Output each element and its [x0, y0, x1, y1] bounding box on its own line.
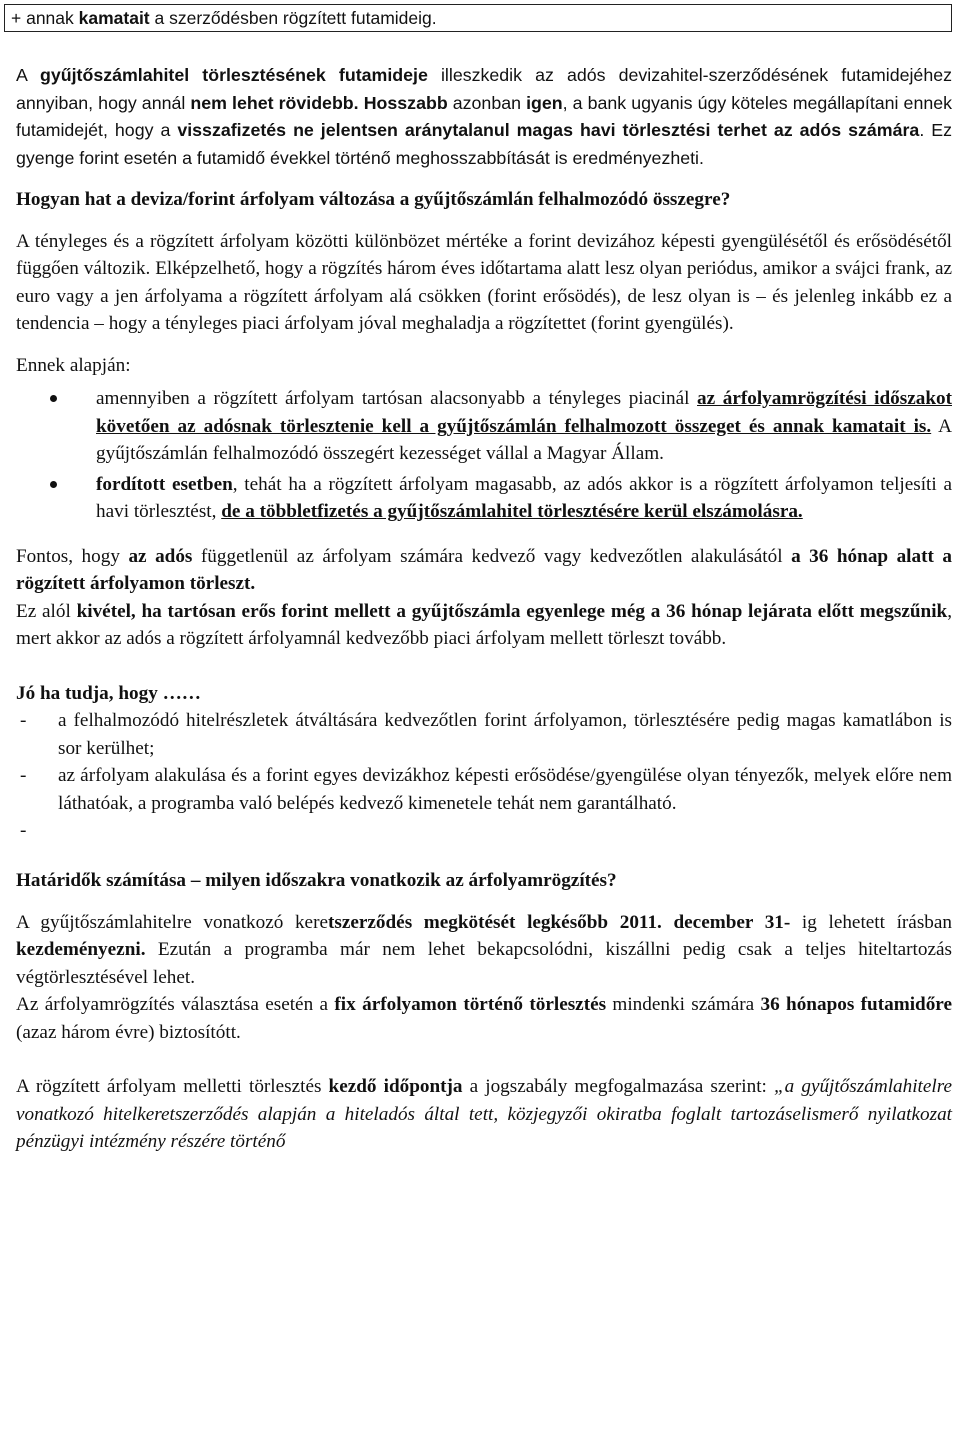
- good-to-know-title: Jó ha tudja, hogy ……: [16, 682, 201, 704]
- heading-question-2: Határidők számítása – milyen időszakra vonatkozik az árfolyamrögzítés?: [16, 870, 617, 891]
- bullet-icon: [50, 395, 57, 402]
- paragraph-fix-arfolyam: Az árfolyamrögzítés választása esetén a fix árfolyamon történő törlesztés mindenki számára 36 hónapos futamidőre (azaz három évre) biztosítótt.: [16, 994, 952, 1043]
- bullet-item-1: amennyiben a rögzített árfolyam tartósan alacsonyabb a tényleges piacinál az árfolyamrögzítési időszakot követően az adósnak törlesztenie kell a gyűjtőszámlán felhalmozott összeget és annak kamatait is. A gyűjtőszámlán felhalmozódó összegért kezességet vállal a Magyar Állam.: [16, 385, 952, 468]
- document-body: [16, 62, 952, 1156]
- header-box-text: + annak: [11, 8, 79, 28]
- bullet-list: [16, 385, 952, 526]
- header-box-bold: kamatait: [78, 8, 150, 28]
- bullet-icon: [50, 481, 57, 488]
- paragraph-fontos: Fontos, hogy az adós függetlenül az árfolyam számára kedvező vagy kedvezőtlen alakulásától a 36 hónap alatt a rögzített árfolyamon törleszt.: [16, 545, 952, 594]
- basis-label: Ennek alapján:: [16, 354, 131, 376]
- paragraph-kezdo-idopont: A rögzített árfolyam melletti törlesztés kezdő időpontja a jogszabály megfogalmazása szerint: „a gyűjtőszámlahitelre vonatkozó hitelkeretszerződés alapján a hiteladós által tett, közjegyzői okiratba foglalt tartozáselismerő nyilatkozat pénzügyi intézmény részére történő: [16, 1076, 952, 1152]
- paragraph-kivetel: Ez alól kivétel, ha tartósan erős forint mellett a gyűjtőszámla egyenlege még a 36 hónap lejárata előtt megszűnik, mert akkor az adós a rögzített árfolyamnál kedvezőbb piaci árfolyam mellett törleszt tovább.: [16, 600, 952, 649]
- dash-item-2: - az árfolyam alakulása és a forint egyes devizákhoz képesti erősödése/gyengülése olyan tényezők, melyek előre nem láthatóak, a programba való belépés kedvező kimenetele tehát nem garantálható.: [20, 765, 952, 814]
- paragraph-keretszerzodes: A gyűjtőszámlahitelre vonatkozó keretszerződés megkötését legkésőbb 2011. december 31- ig lehetett írásban kezdeményezni. Ezután a programba már nem lehet bekapcsolódni, kiszállni pedig csak a teljes hiteltartozás végtörlesztésével lehet.: [16, 911, 952, 988]
- dash-item-1: - a felhalmozódó hitelrészletek átváltására kedvezőtlen forint árfolyamon, törlesztésére pedig magas kamatlábon is sor kerülhet;: [20, 710, 952, 759]
- paragraph-futamido: A gyűjtőszámlahitel törlesztésének futamideje illeszkedik az adós devizahitel-szerződésének futamidejéhez annyiban, hogy annál nem lehet rövidebb. Hosszabb azonban igen, a bank ugyanis úgy köteles megállapítani ennek futamidejét, hogy a visszafizetés ne jelentsen aránytalanul magas havi törlesztési terhet az adós számára. Ez gyenge forint esetén a futamidő évekkel történő meghosszabbítását is eredményezheti.: [16, 65, 953, 168]
- header-box-text-end: a szerződésben rögzített futamideig.: [149, 8, 437, 28]
- good-to-know-list: [16, 707, 952, 853]
- heading-question-1: Hogyan hat a deviza/forint árfolyam változása a gyűjtőszámlán felhalmozódó összegre?: [16, 189, 731, 210]
- bullet-item-2: fordított esetben, tehát ha a rögzített árfolyam magasabb, az adós akkor is a rögzített árfolyamon teljesíti a havi törlesztést, de a többletfizetés a gyűjtőszámlahitel törlesztésére kerül elszámolásra.: [16, 471, 952, 526]
- header-box: [4, 4, 952, 32]
- dash-item-empty: -: [20, 820, 27, 841]
- paragraph-kulonbozet: A tényleges és a rögzített árfolyam közötti különbözet mértéke a forint devizához képesti gyengülésétől és erősödésétől függően változik. Elképzelhető, hogy a rögzítés három éves időtartama alatt lesz olyan periódus, amikor a svájci frank, az euro vagy a jen árfolyama a rögzített árfolyam alá csökken (forint erősödés), de lesz olyan is – és jelenleg inkább ez a tendencia – hogy a tényleges piaci árfolyam jóval meghaladja a rögzítettet (forint gyengülés).: [16, 230, 953, 334]
